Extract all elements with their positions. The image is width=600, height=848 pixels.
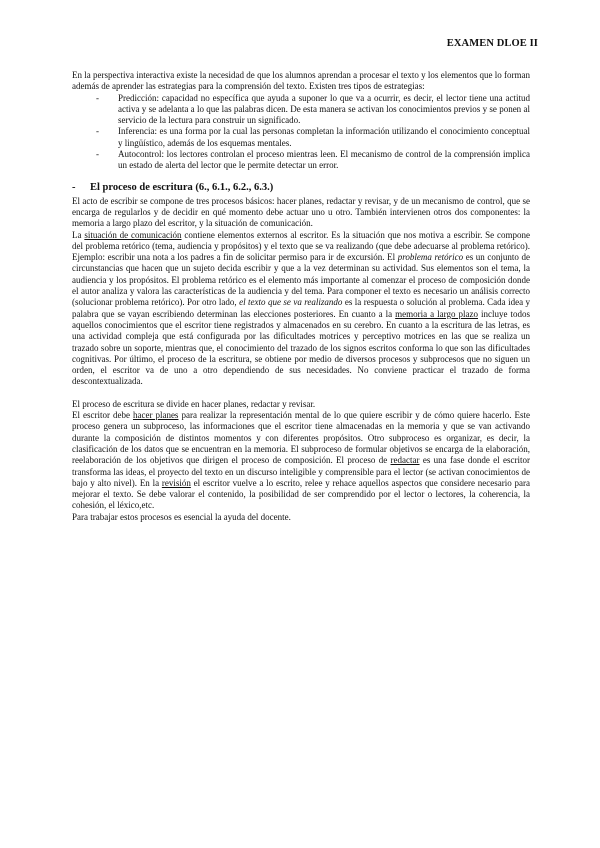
writing-process-paragraph-3: El proceso de escritura se divide en hacer planes, redactar y revisar. — [72, 398, 316, 409]
intro-paragraph: En la perspectiva interactiva existe la necesidad de que los alumnos aprendan a procesar el texto y los elementos que lo forman además de aprender las estrategias para la comprensión del texto. Existen tres tipos de estrategias: — [72, 70, 530, 92]
underlined-term: situación de comunicación — [84, 229, 182, 240]
writing-process-paragraph-5: Para trabajar estos procesos es esencial la ayuda del docente. — [72, 511, 291, 522]
underlined-term: hacer planes — [132, 410, 179, 421]
underlined-term: revisión — [161, 477, 191, 488]
writing-process-paragraph-4: El escritor debe hacer planes para realizar la representación mental de lo que quiere escribir y de cómo quiere hacerlo. Este proceso genera un subproceso, las informaciones que el escritor tiene almacenadas en la memoria y que se van activando durante la composición de distintos momentos y con diferentes propósitos. Otro subproceso es organizar, es decir, la clasificación de los datos que se encuentran en la memoria. El subproceso de formular objetivos se encarga de la elaboración, reelaboración de los objetivos que dirigen el proceso de composición. El proceso de redactar es una fase donde el escritor transforma las ideas, el proyecto del texto en un discurso inteligible y comprensible para el lector (se activan conocimientos de bajo y alto nivel). En la revisión el escritor vuelve a lo escrito, relee y rehace aquellos aspectos que considere necesario para mejorar el texto. Se debe valorar el contenido, la posibilidad de ser comprendido por el lector o lectores, la coherencia, la cohesión, el léxico,etc. — [72, 410, 530, 511]
strategy-self-control: - Autocontrol: los lectores controlan el proceso mientras leen. El mecanismo de control de la comprensión implica un estado de alerta del lector que le permite detectar un error. — [118, 149, 530, 172]
strategy-inference: - Inferencia: es una forma por la cual las personas completan la información utilizando el conocimiento conceptual y lingüístico, además de los esquemas mentales. — [118, 126, 530, 149]
document-body — [72, 70, 530, 523]
italic-term: el texto que se va realizando — [239, 297, 343, 308]
exam-title: EXAMEN DLOE II — [446, 38, 538, 49]
strategy-prediction: - Predicción: capacidad no específica que ayuda a suponer lo que va a ocurrir, es decir, el lector tiene una actitud activa y se adelanta a lo que las palabras dicen. De esta manera se activan los conocimientos previos y se ponen al servicio de la lectura para construir un significado. — [118, 93, 530, 127]
paragraph-spacer — [72, 388, 530, 399]
underlined-term: memoria a largo plazo — [395, 308, 478, 319]
section-heading: - El proceso de escritura (6., 6.1., 6.2., 6.3.) — [90, 181, 530, 194]
underlined-term: redactar — [390, 455, 420, 466]
writing-process-paragraph-1: El acto de escribir se compone de tres procesos básicos: hacer planes, redactar y revisar, y de un mecanismo de control, que se encarga de regularlos y de decidir en qué momento debe actuar uno u otro. También intervienen otros dos componentes: la memoria a largo plazo del escritor, y la situación de comunicación. — [72, 195, 530, 229]
strategies-list — [72, 93, 530, 172]
writing-process-paragraph-2: La situación de comunicación contiene elementos externos al escritor. Es la situación que nos motiva a escribir. Se compone del problema retórico (tema, audiencia y propósitos) y el texto que se va realizando (que debe adecuarse al problema retórico). Ejemplo: escribir una nota a los padres a fin de solicitar permiso para ir de excursión. El problema retórico es un conjunto de circunstancias que hacen que un sujeto decida escribir y que a la vez determinan su actividad. Sus elementos son el tema, la audiencia y los propósitos. El problema retórico es el elemento más importante al comenzar el proceso de composición donde el autor analiza y valora las características de la audiencia y del tema. Para componer el texto es necesario un análisis correcto (solucionar problema retórico). Por otro lado, el texto que se va realizando es la respuesta o solución al problema. Cada idea y palabra que se vayan escribiendo determinan las elecciones posteriores. En cuanto a la memoria a largo plazo incluye todos aquellos conocimientos que el escritor tiene registrados y almacenados en su cerebro. En cuanto a la escritura de las letras, es una actividad compleja que está configurada por las dificultades motrices y perceptivo motrices en las que se realiza un trazado sobre un soporte, mientras que, el conocimiento del trazado de los signos escritos conforma lo que son las dificultades cognitivas. Por último, el proceso de la escritura, se obtiene por medio de diversos procesos y subprocesos que no siguen un orden, el escritor va de uno a otro dependiendo de sus necesidades. No conviene practicar el trazado de forma descontextualizada. — [72, 229, 531, 387]
italic-term: problema retórico — [397, 252, 464, 263]
